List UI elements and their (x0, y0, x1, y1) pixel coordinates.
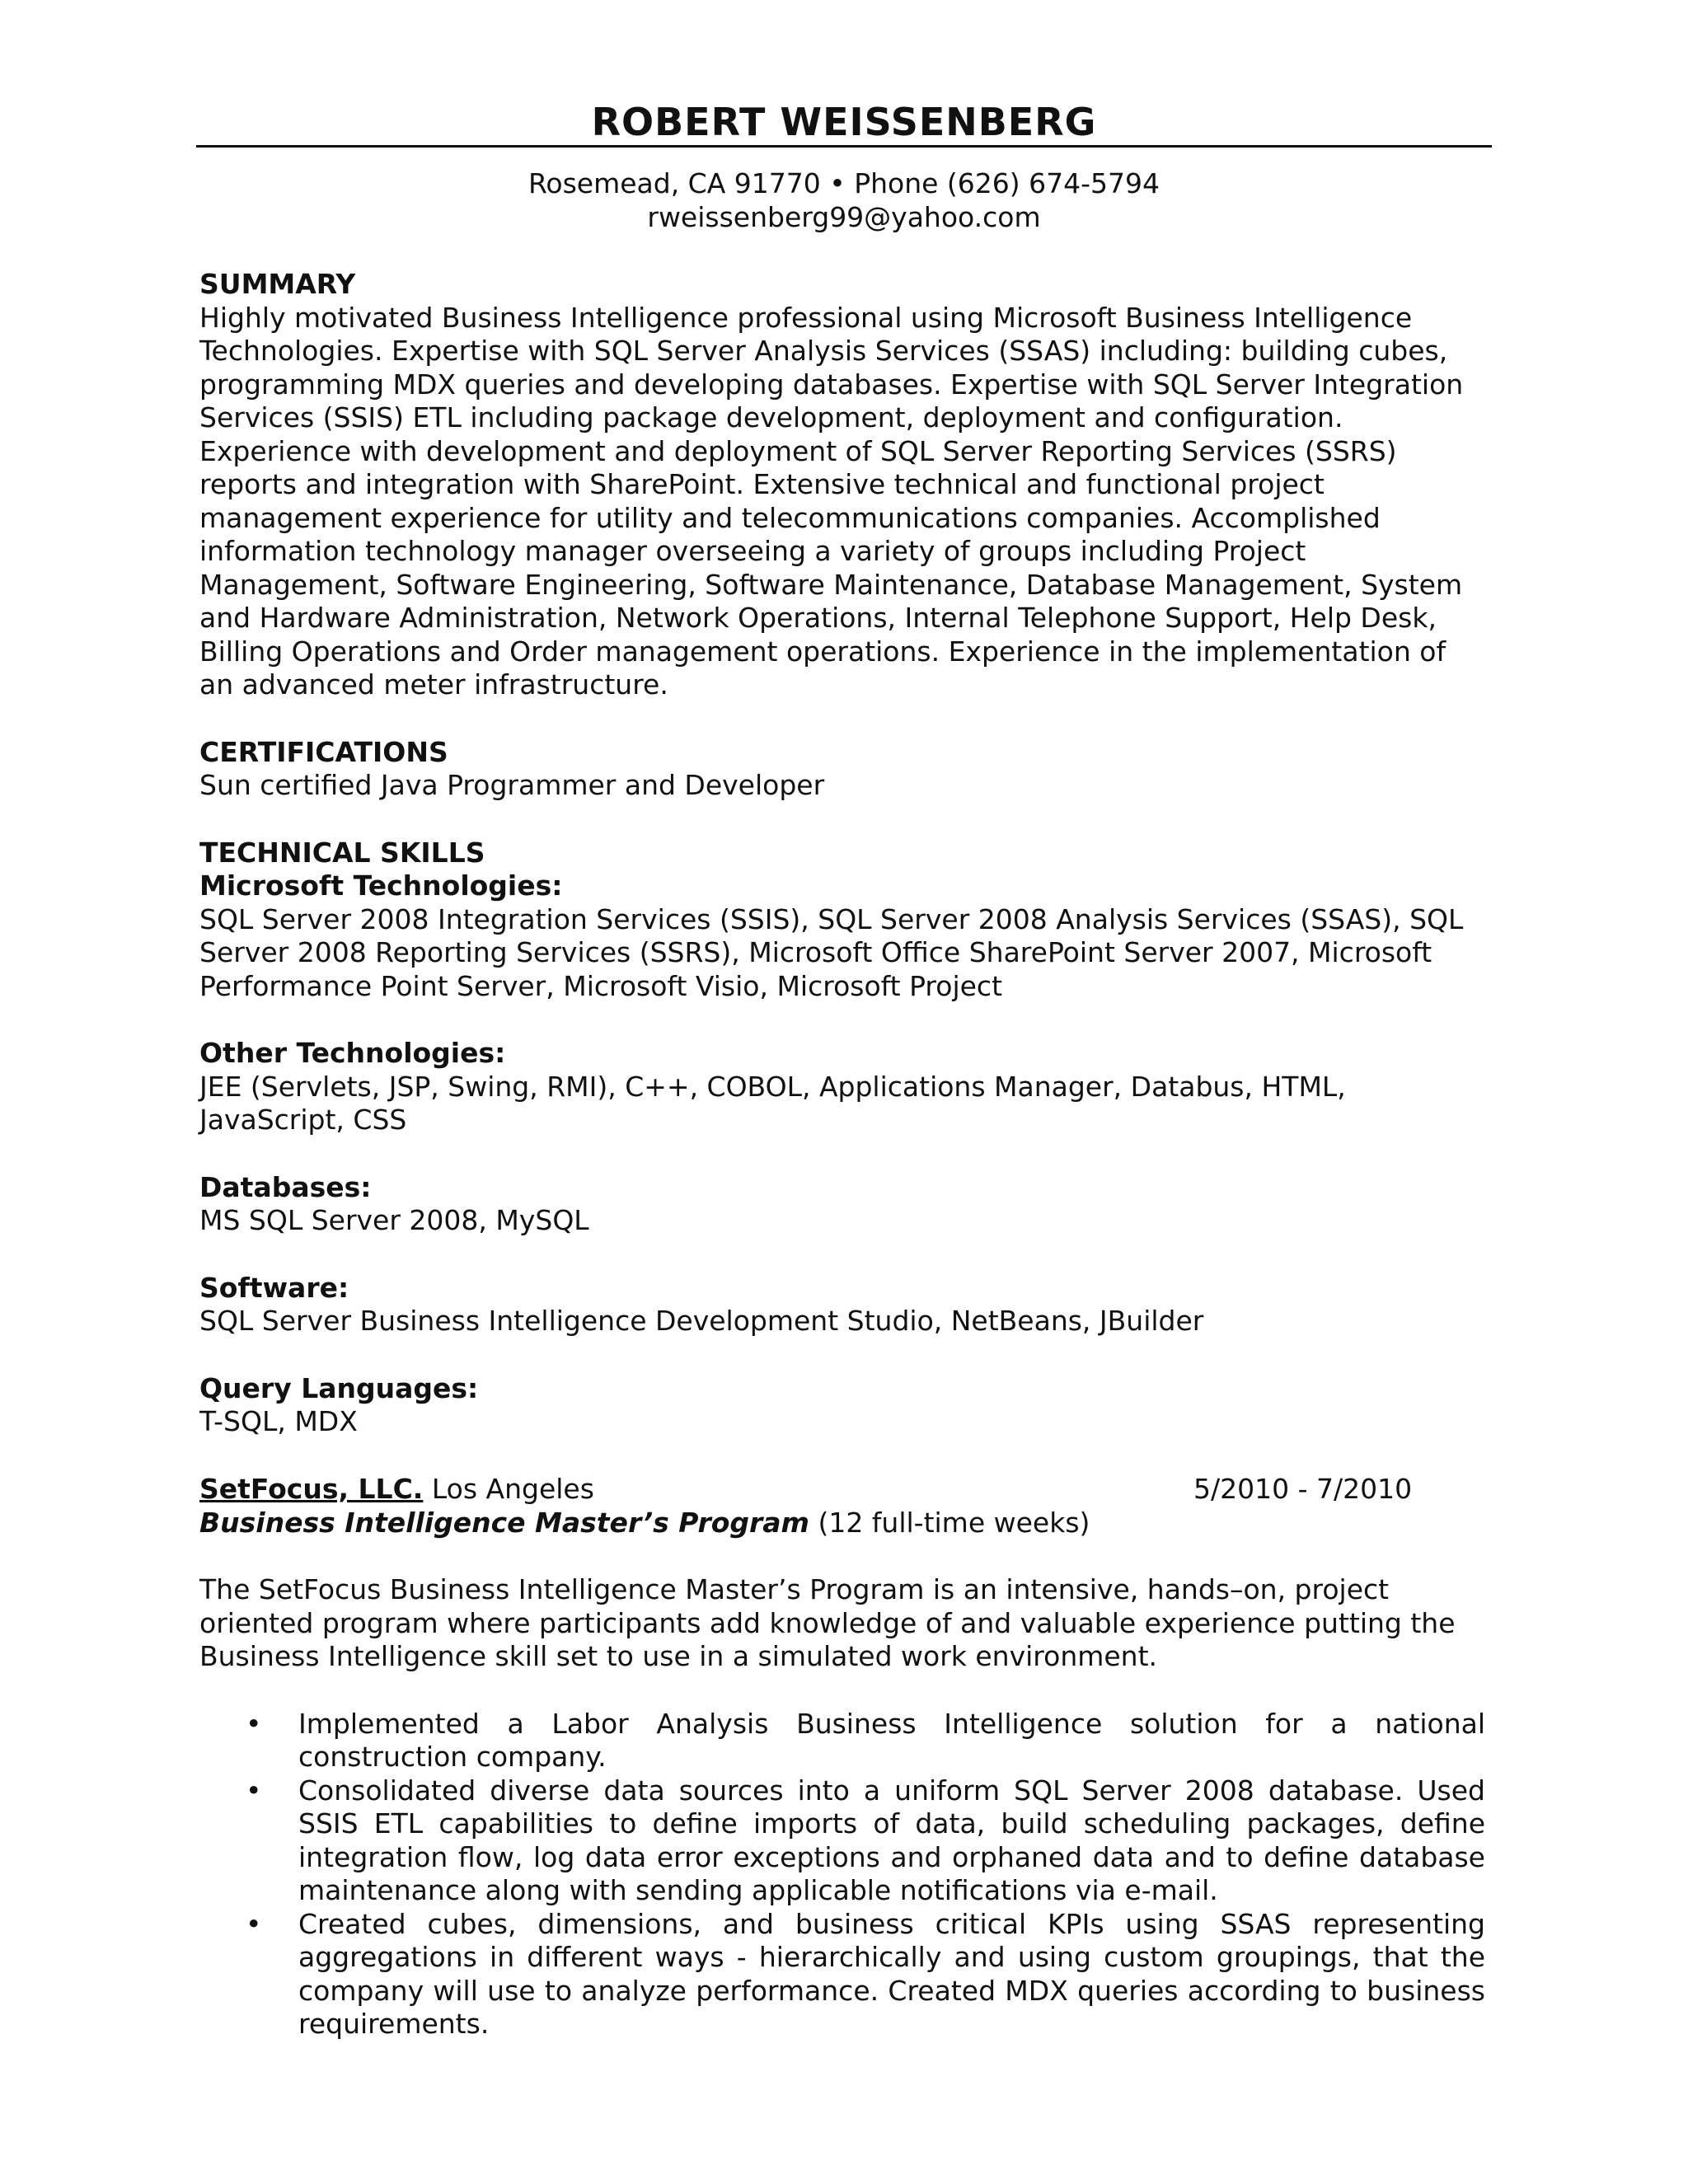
summary-text: Highly motivated Business Intelligence professional using Microsoft Business Intelligence Technologies. Expertise with SQL Server Analysis Services (SSAS) including: building cubes, programming MDX queries and developing databases. Expertise with SQL Server Integration Services (SSIS) ETL including package development, deployment and configuration. Experience with development and deployment of SQL Server Reporting Services (SSRS) reports and integration with SharePoint. Extensive technical and functional project management experience for utility and telecommunications companies. Accomplished information technology manager overseeing a variety of groups including Project Management, Software Engineering, Software Maintenance, Database Management, System and Hardware Administration, Network Operations, Internal Telephone Support, Help Desk, Billing Operations and Order management operations. Experience in the implementation of an advanced meter infrastructure. (199, 301, 1464, 701)
other-technologies-text: JEE (Servlets, JSP, Swing, RMI), C++, COBOL, Applications Manager, Databus, HTML, JavaScript, CSS (199, 1070, 1346, 1136)
list-item-text: Created cubes, dimensions, and business critical KPIs using SSAS representing aggregations in different ways - hierarchically and using custom groupings, that the company will use to analyze performance. Created MDX queries according to business requirements. (298, 1907, 1485, 2040)
contact-block (196, 166, 1492, 234)
program-duration: (12 full-time weeks) (809, 1506, 1090, 1539)
spacer (199, 1540, 1485, 1573)
bullet-icon: • (246, 1707, 262, 1740)
list-item-text: Consolidated diverse data sources into a uniform SQL Server 2008 database. Used SSIS ETL capabilities to define imports of data, build scheduling packages, define integration flow, log data error exceptions and orphaned data and to define database maintenance along with sending applicable notifications via e-mail. (298, 1774, 1485, 1906)
company-name: SetFocus, LLC. (199, 1472, 424, 1505)
accomplishment-list (199, 1708, 1485, 2041)
query-languages-text: T-SQL, MDX (199, 1405, 358, 1437)
spacer (199, 1137, 1485, 1171)
certifications-heading: CERTIFICATIONS (199, 735, 448, 768)
summary-heading: SUMMARY (199, 268, 356, 300)
resume-body (199, 268, 1485, 2041)
list-item (199, 1908, 1485, 2041)
spacer (199, 1338, 1485, 1372)
software-text: SQL Server Business Intelligence Development Studio, NetBeans, JBuilder (199, 1305, 1204, 1337)
job-location: Los Angeles (423, 1472, 594, 1505)
query-languages-label: Query Languages: (199, 1371, 479, 1404)
list-item-text: Implemented a Labor Analysis Business Intelligence solution for a national construction company. (298, 1707, 1485, 1773)
program-description: The SetFocus Business Intelligence Master’s Program is an intensive, hands–on, project oriented program where participants add knowledge of and valuable experience putting the Business Intelligence skill set to use in a simulated work environment. (199, 1573, 1456, 1672)
bullet-icon: • (246, 1907, 262, 1940)
list-item (199, 1708, 1485, 1774)
program-title: Business Intelligence Master’s Program (199, 1506, 809, 1539)
technical-skills-heading: TECHNICAL SKILLS (199, 836, 485, 869)
job-header (199, 1473, 1485, 1507)
software-label: Software: (199, 1271, 349, 1304)
address-phone-line: Rosemead, CA 91770 • Phone (626) 674-5794 (528, 167, 1160, 199)
job-dates: 5/2010 - 7/2010 (1193, 1472, 1413, 1505)
resume-name: ROBERT WEISSENBERG (591, 100, 1097, 144)
spacer (199, 803, 1485, 837)
spacer (199, 1674, 1485, 1708)
certifications-text: Sun certified Java Programmer and Developer (199, 769, 825, 801)
databases-text: MS SQL Server 2008, MySQL (199, 1204, 589, 1236)
other-technologies-label: Other Technologies: (199, 1037, 506, 1069)
databases-label: Databases: (199, 1170, 372, 1203)
microsoft-technologies-text: SQL Server 2008 Integration Services (SSIS), SQL Server 2008 Analysis Services (SSAS), SQL Server 2008 Reporting Services (SSRS), Microsoft Office SharePoint Server 2007, Microsoft Performance Point Server, Microsoft Visio, Microsoft Project (199, 902, 1464, 1002)
email-line: rweissenberg99@yahoo.com (647, 201, 1041, 233)
program-line (199, 1507, 1485, 1540)
spacer (199, 1439, 1485, 1473)
spacer (199, 1003, 1485, 1037)
bullet-icon: • (246, 1774, 262, 1807)
list-item (199, 1774, 1485, 1908)
name-divider (196, 145, 1492, 148)
spacer (199, 702, 1485, 736)
spacer (199, 1238, 1485, 1272)
microsoft-technologies-label: Microsoft Technologies: (199, 869, 563, 902)
